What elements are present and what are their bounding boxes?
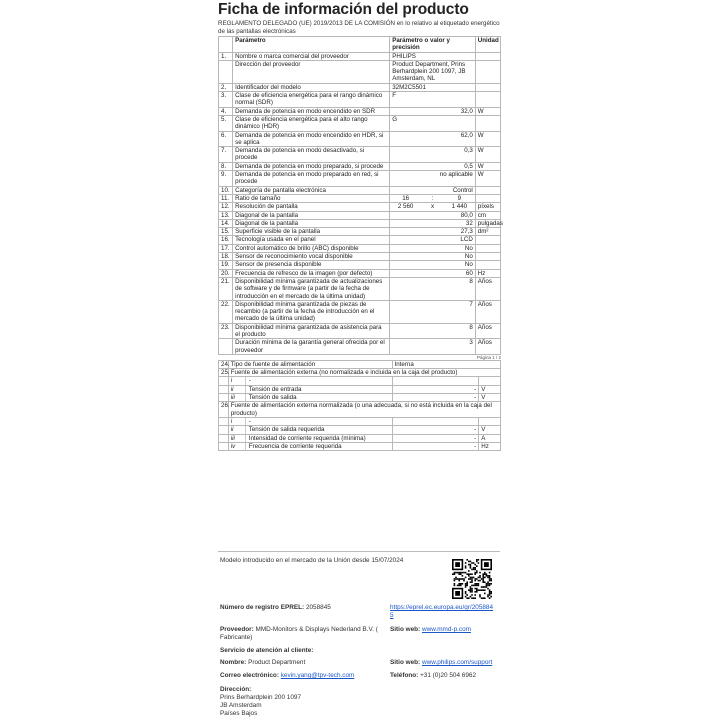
row-unit: A [479,434,501,442]
table-subrow [219,442,501,450]
row-unit [475,194,500,202]
row-unit [475,261,500,269]
row-value: 32M2C5501 [390,83,476,91]
row-number: 18. [219,253,233,261]
address-block [220,686,301,718]
eprel-link[interactable]: https://eprel.ec.europa.eu/qr/2058845 [390,604,494,619]
table-row [219,219,501,227]
row-number-blank [219,385,229,393]
address-line: JB Amsterdam [220,702,262,709]
header-number [219,37,233,53]
subrow-index: ii [229,386,246,393]
row-parameter: Identificador del modelo [233,83,390,91]
table-row [219,194,501,202]
table-row [219,186,501,194]
table-row [219,131,501,147]
table-row [219,115,501,131]
table-row [219,300,501,323]
row-number: 12. [219,203,233,211]
table-row [219,60,501,83]
row-unit [475,244,500,252]
subrow-parameter: Intensidad de corriente requerida (mínima) [248,434,366,442]
header-value: Parámetro o valor y precisión [390,37,476,53]
row-parameter [228,385,392,393]
row-value: - [392,434,479,442]
row-unit: Años [475,323,500,339]
subrow-index: iii [229,435,246,442]
row-unit [475,92,500,108]
row-number-blank [219,434,229,442]
row-unit: V [479,394,501,402]
row-unit [475,253,500,261]
row-parameter: Resolución de pantalla [233,203,390,211]
row-value: - [392,442,479,450]
table-subrow [219,377,501,385]
row-unit: Años [475,339,500,355]
website-label: Sitio web: [390,626,421,633]
provider-label: Proveedor: [220,626,254,633]
table-row [219,277,501,300]
row-number: 13. [219,211,233,219]
fiche-footer [218,551,500,721]
row-parameter: Clase de eficiencia energética para el alto rango dinámico (HDR) [233,115,390,131]
row-parameter: Sensor de reconocimiento vocal disponible [233,253,390,261]
row-value: No [390,261,476,269]
row-value: Control [390,186,476,194]
row-number: 10. [219,186,233,194]
table-row [219,107,501,115]
row-number: 20. [219,269,233,277]
attention-label: Servicio de atención al cliente: [220,647,314,654]
row-number: 1. [219,52,233,60]
row-parameter: Disponibilidad mínima garantizada de piezas de recambio (a partir de la fecha de introducción en el mercado de la última unidad) [233,300,390,323]
provider-web-line [390,626,471,634]
row-value: 3 [390,339,476,355]
table-row [219,52,501,60]
row-unit: dm² [475,228,500,236]
table-row [219,244,501,252]
row-parameter: Ratio de tamaño [233,194,390,202]
row-unit: Años [475,300,500,323]
row-value: No [390,253,476,261]
row-unit [475,83,500,91]
page-number: Página 1 / 2 [476,354,501,360]
market-intro: Modelo introducido en el mercado de la Unión desde 15/07/2024 [220,557,404,564]
table-row [219,83,501,91]
row-value-part: x [430,203,435,211]
support-web-line [390,659,492,667]
row-parameter [228,434,392,442]
regulation-subtitle: REGLAMENTO DELEGADO (UE) 2019/2013 DE LA COMISIÓN en lo relativo al etiquetado energético de las pantallas electrónicas [218,20,500,35]
row-parameter: Demanda de potencia en modo preparado, si procede [233,162,390,170]
row-unit: píxels [475,203,500,211]
row-number: 22. [219,300,233,323]
table-row [219,323,501,339]
row-parameter: Superficie visible de la pantalla [233,228,390,236]
header-parameter: Parámetro [233,37,390,53]
row-value: 7 [390,300,476,323]
subrow-index: i [229,418,246,425]
row-parameter: Categoría de pantalla electrónica [233,186,390,194]
subrow-index: i [229,377,246,384]
row-value: PHILIPS [390,52,476,60]
row-number: 3. [219,92,233,108]
row-unit: W [475,107,500,115]
page-title: Ficha de información del producto [218,1,469,18]
row-unit: pulgadas [475,219,500,227]
address-line: Prins Berhardplein 200 1097 [220,694,302,701]
row-number: 23. [219,323,233,339]
row-value: No [390,244,476,252]
row-value: G [390,115,476,131]
row-number-blank [219,426,229,434]
row-value: 27,3 [390,228,476,236]
subrow-index: ii [229,426,246,433]
row-number: 6. [219,131,233,147]
table-subrow [219,394,501,402]
row-number: 2. [219,83,233,91]
row-value: 80,0 [390,211,476,219]
provider-line [220,626,385,642]
subrow-parameter: Tensión de entrada [248,385,302,393]
row-number-blank [219,417,229,425]
row-unit [475,52,500,60]
table-row [219,402,501,418]
row-number: 26. [219,402,229,418]
table-row [219,253,501,261]
table-header-row [219,37,501,53]
subrow-parameter: Frecuencia de corriente requerida [248,442,342,450]
subrow-parameter: - [248,417,251,425]
name-label: Nombre: [220,659,247,666]
row-unit: V [479,426,501,434]
row-number: 21. [219,277,233,300]
table-row [219,261,501,269]
row-parameter [228,442,392,450]
email-label: Correo electrónico: [220,672,279,679]
table-row [219,171,501,187]
row-parameter: Fuente de alimentación externa (no normalizada e incluida en la caja del producto) [228,369,500,377]
row-parameter [228,394,392,402]
row-number-blank [219,442,229,450]
row-value-part: 9 [457,194,462,202]
row-number: 16. [219,236,233,244]
phone-label: Teléfono: [390,672,419,679]
provider-value: MMD-Monitors & Displays Nederland B.V. ( Fabricante) [220,626,378,641]
row-number: 14. [219,219,233,227]
row-unit: W [475,147,500,163]
row-value: 8 [390,277,476,300]
row-number: 5. [219,115,233,131]
phone-value: +31 (0)20 504 6962 [420,672,477,679]
table-subrow [219,385,501,393]
row-number [219,339,233,355]
support-web-link[interactable]: www.philips.com/support [421,659,493,666]
header-unit: Unidad [475,37,500,53]
row-value: LCD [390,236,476,244]
row-parameter [228,417,392,425]
email-link[interactable]: kevin.yang@tpv-tech.com [280,672,355,679]
row-unit: Años [475,277,500,300]
row-parameter: Frecuencia de refresco de la imagen (por defecto) [233,269,390,277]
row-value: 62,0 [390,131,476,147]
table-subrow [219,426,501,434]
row-number: 11. [219,194,233,202]
row-value-part: 1 440 [451,203,468,211]
row-unit [475,60,500,83]
row-parameter: Nombre o marca comercial del proveedor [233,52,390,60]
row-number-blank [219,377,229,385]
row-unit [475,186,500,194]
phone-line [390,672,476,680]
row-unit [479,417,501,425]
row-parameter: Disponibilidad mínima garantizada de actualizaciones de software y de firmware (a partir de la fecha de introducción en el mercado de la última unidad) [233,277,390,300]
row-parameter: Sensor de presencia disponible [233,261,390,269]
row-number: 4. [219,107,233,115]
table-subrow [219,434,501,442]
row-number: 9. [219,171,233,187]
email-line [220,672,354,680]
row-unit [475,236,500,244]
row-value-part: 16 [402,194,410,202]
row-value-part: 2 560 [397,203,414,211]
eprel-line [220,604,331,612]
row-number: 19. [219,261,233,269]
table-row [219,147,501,163]
row-unit: V [479,385,501,393]
row-parameter: Diagonal de la pantalla [233,211,390,219]
row-value: Interna [392,360,500,368]
table-row [219,203,501,211]
row-value [390,194,476,202]
table-subrow [219,417,501,425]
support-website-label: Sitio web: [390,659,421,666]
row-number: 7. [219,147,233,163]
row-value: Product Department, Prins Berhardplein 200 1097, JB Amsterdam, NL [390,60,476,83]
row-parameter: Demanda de potencia en modo preparado en red, si procede [233,171,390,187]
qr-code-icon[interactable] [452,559,492,599]
row-parameter: Tipo de fuente de alimentación [228,360,392,368]
row-value: 60 [390,269,476,277]
row-value-part: : [431,194,434,202]
row-unit: Hz [475,269,500,277]
table-row [219,162,501,170]
row-unit: W [475,162,500,170]
subrow-index: iii [229,394,246,401]
row-parameter [228,426,392,434]
row-value: 0,5 [390,162,476,170]
row-unit: cm [475,211,500,219]
row-value: - [392,385,479,393]
row-value: - [392,394,479,402]
row-parameter: Disponibilidad mínima garantizada de asistencia para el producto [233,323,390,339]
address-line: Países Bajos [220,710,258,717]
row-value [392,377,479,385]
row-unit: Hz [479,442,501,450]
row-value: - [392,426,479,434]
row-value [392,417,479,425]
row-number: 15. [219,228,233,236]
row-number: 17. [219,244,233,252]
contact-name-line [220,659,305,667]
table-row [219,228,501,236]
power-supply-table [218,360,501,451]
row-parameter: Demanda de potencia en modo desactivado, si procede [233,147,390,163]
row-value: F [390,92,476,108]
row-unit: W [475,131,500,147]
row-number [219,60,233,83]
row-value: no aplicable [390,171,476,187]
fiche-table [218,36,501,355]
row-value [390,203,476,211]
row-parameter: Tecnología usada en el panel [233,236,390,244]
name-value: Product Department [248,659,306,666]
table-row [219,339,501,355]
row-value: 32 [390,219,476,227]
row-parameter: Duración mínima de la garantía general ofrecida por el proveedor [233,339,390,355]
row-parameter: Dirección del proveedor [233,60,390,83]
eprel-label: Número de registro EPREL: [220,604,305,611]
row-number: 8. [219,162,233,170]
subrow-parameter: Tensión de salida [248,394,297,402]
row-unit [475,115,500,131]
row-unit: W [475,171,500,187]
table-row [219,369,501,377]
table-row [219,211,501,219]
address-label: Dirección: [220,686,252,693]
table-row [219,269,501,277]
eprel-number: 2058845 [305,604,331,611]
row-value: 8 [390,323,476,339]
row-parameter [228,377,392,385]
row-number-blank [219,394,229,402]
row-parameter: Diagonal de la pantalla [233,219,390,227]
row-number: 25. [219,369,229,377]
row-value: 32,0 [390,107,476,115]
provider-web-link[interactable]: www.mmd-p.com [421,626,471,633]
table-row [219,92,501,108]
product-fiche [218,0,502,451]
subrow-parameter: Tensión de salida requerida [248,426,325,434]
row-parameter: Clase de eficiencia energética para el rango dinámico normal (SDR) [233,92,390,108]
row-number: 24. [219,360,229,368]
row-parameter: Demanda de potencia en modo encendido en HDR, si se aplica [233,131,390,147]
row-unit [479,377,501,385]
row-parameter: Control automático de brillo (ABC) disponible [233,244,390,252]
table-row [219,236,501,244]
subrow-parameter: - [248,377,251,385]
row-value: 0,3 [390,147,476,163]
row-parameter: Demanda de potencia en modo encendido en SDR [233,107,390,115]
table-row [219,360,501,368]
subrow-index: iv [229,443,246,450]
row-parameter: Fuente de alimentación externa normalizada (o una adecuada, si no está incluida en la caja del producto) [228,402,500,418]
